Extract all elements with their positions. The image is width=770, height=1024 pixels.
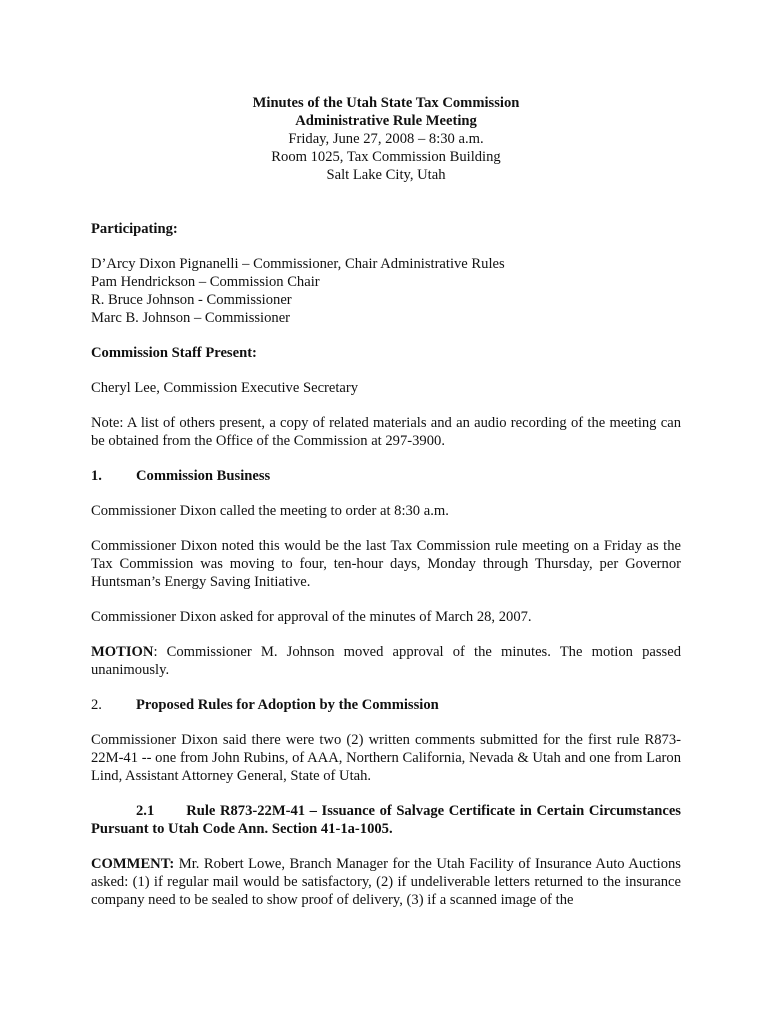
comment-label: COMMENT: [91, 856, 175, 872]
section-number: 2. [91, 697, 102, 713]
comment-text: Mr. Robert Lowe, Branch Manager for the Utah Facility of Insurance Auto Auctions asked: (1) if regular mail would be satisfactory, (2) if undeliverable letters returned to the insurance company need to be sealed to show proof of delivery, (3) if a scanned image of the [91, 856, 681, 908]
participating-heading: Participating: [91, 221, 178, 237]
meeting-details [91, 130, 681, 184]
note-paragraph: Note: A list of others present, a copy of related materials and an audio recording of the meeting can be obtained from the Office of the Commission at 297-3900. [91, 415, 681, 449]
section-title: Proposed Rules for Adoption by the Commission [136, 697, 439, 713]
comment-paragraph [91, 855, 681, 909]
paragraph: Commissioner Dixon said there were two (2) written comments submitted for the first rule R873-22M-41 -- one from John Rubins, of AAA, Northern California, Nevada & Utah and one from Laron Lind, Assistant Attorney General, State of Utah. [91, 732, 681, 784]
paragraph: Commissioner Dixon called the meeting to order at 8:30 a.m. [91, 503, 449, 519]
participant: Pam Hendrickson – Commission Chair [91, 274, 320, 290]
meeting-room: Room 1025, Tax Commission Building [271, 149, 501, 165]
participant: Marc B. Johnson – Commissioner [91, 310, 291, 326]
paragraph: Commissioner Dixon asked for approval of the minutes of March 28, 2007. [91, 609, 532, 625]
document-page [91, 94, 681, 909]
subsection-title: Rule R873-22M-41 – Issuance of Salvage Certificate in Certain Circumstances Pursuant to Utah Code Ann. Section 41-1a-1005. [91, 803, 681, 837]
document-header [91, 94, 681, 130]
paragraph: Commissioner Dixon noted this would be the last Tax Commission rule meeting on a Friday as the Tax Commission was moving to four, ten-hour days, Monday through Thursday, per Governor Huntsman’s Energy Saving Initiative. [91, 538, 681, 590]
document-subtitle: Administrative Rule Meeting [295, 113, 477, 129]
staff-member: Cheryl Lee, Commission Executive Secretary [91, 380, 359, 396]
section-2-heading [91, 696, 681, 714]
section-1-heading [91, 467, 681, 485]
participants-list [91, 255, 681, 327]
staff-heading: Commission Staff Present: [91, 345, 257, 361]
motion-label: MOTION [91, 644, 154, 660]
meeting-city: Salt Lake City, Utah [326, 167, 446, 183]
section-number: 1. [91, 468, 102, 484]
participant: R. Bruce Johnson - Commissioner [91, 292, 292, 308]
motion-paragraph [91, 643, 681, 679]
participant: D’Arcy Dixon Pignanelli – Commissioner, Chair Administrative Rules [91, 256, 505, 272]
motion-text: : Commissioner M. Johnson moved approval of the minutes. The motion passed unanimously. [91, 644, 681, 678]
subsection-heading [91, 802, 681, 838]
document-title: Minutes of the Utah State Tax Commission [252, 95, 520, 111]
meeting-date: Friday, June 27, 2008 – 8:30 a.m. [288, 131, 484, 147]
section-title: Commission Business [136, 468, 271, 484]
subsection-number: 2.1 [136, 803, 155, 819]
